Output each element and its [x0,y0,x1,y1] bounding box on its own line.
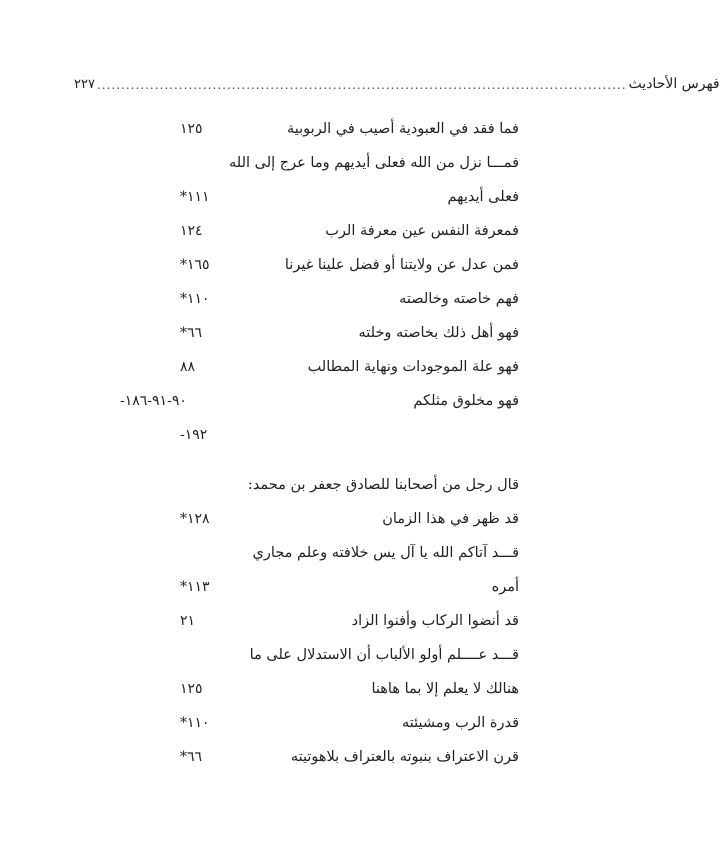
header-title: فهرس الأحاديث [628,76,720,92]
entry-text: قـــد عــــلم أولو الألباب أن الاستدلال على ما [249,647,519,663]
index-entry [120,638,519,672]
entry-text: فهو علة الموجودات ونهاية المطالب [307,359,519,375]
entry-page: *١٦٥ [180,257,210,273]
entry-page: *٦٦ [180,749,203,765]
index-entry [120,740,519,774]
entry-text: قرن الاعتراف بنبوته بالعتراف بلاهوتيته [290,749,519,765]
index-entry [120,536,519,570]
index-entry [120,418,519,452]
entry-text: أمره [491,579,519,595]
index-entry [120,468,519,502]
index-entry [120,282,519,316]
entry-text: قد ظهر في هذا الزمان [382,511,519,527]
entry-page: *١١٠ [180,715,210,731]
entry-text: فعلى أيديهم [447,189,519,205]
entry-page: *١١١ [180,189,210,205]
running-header [74,70,720,92]
entry-text: فهم خاصته وخالصته [399,291,519,307]
entry-text: قدرة الرب ومشيئته [401,715,519,731]
section-gap [120,452,519,468]
index-entry [120,570,519,604]
index-entry [120,604,519,638]
entry-page: *١٢٨ [180,511,210,527]
entry-text: قد أنضوا الركاب وأفنوا الزاد [351,613,519,629]
entry-page: ١٢٥ [180,121,203,137]
header-leader-dots: .............................................................................................................. [96,78,627,92]
entry-page: ١٢٥ [180,681,203,697]
index-entry [120,146,519,180]
index-entry [120,502,519,536]
entry-text: فما فقد في العبودية أصيب في الربوبية [287,121,519,137]
page-number: ٢٢٧ [74,77,95,92]
index-entry [120,384,519,418]
index-entry [120,248,519,282]
index-entry [120,316,519,350]
entry-page: ٢١ [180,613,196,629]
entry-page: -٩٠-٩١-١٨٦ [120,393,187,409]
entry-text: فمـــا نزل من الله فعلى أيديهم وما عرج إلى الله [229,155,519,171]
index-entry [120,214,519,248]
index-entry [120,706,519,740]
entry-text: قال رجل من أصحابنا للصادق جعفر بن محمد: [247,477,519,493]
entry-page: ١٢٤ [180,223,203,239]
entry-text: فمن عدل عن ولايتنا أو فضل علينا غيرنا [284,257,519,273]
entry-page: *٦٦ [180,325,203,341]
entry-page: *١١٣ [180,579,210,595]
entry-page: *١١٠ [180,291,210,307]
entry-text: فمعرفة النفس عين معرفة الرب [325,223,519,239]
hadith-index-list [120,112,519,774]
entry-text: قـــد آتاكم الله يا آل يس خلافته وعلم مجاري [252,545,519,561]
index-entry [120,180,519,214]
entry-text: فهو أهل ذلك بخاصته وخلته [358,325,519,341]
entry-text: هنالك لا يعلم إلا بما هاهنا [371,681,519,697]
index-entry [120,672,519,706]
entry-page: ٨٨ [180,359,196,375]
index-entry [120,350,519,384]
index-entry [120,112,519,146]
entry-page: -١٩٢ [180,427,208,443]
entry-text: فهو مخلوق مثلكم [413,393,519,409]
